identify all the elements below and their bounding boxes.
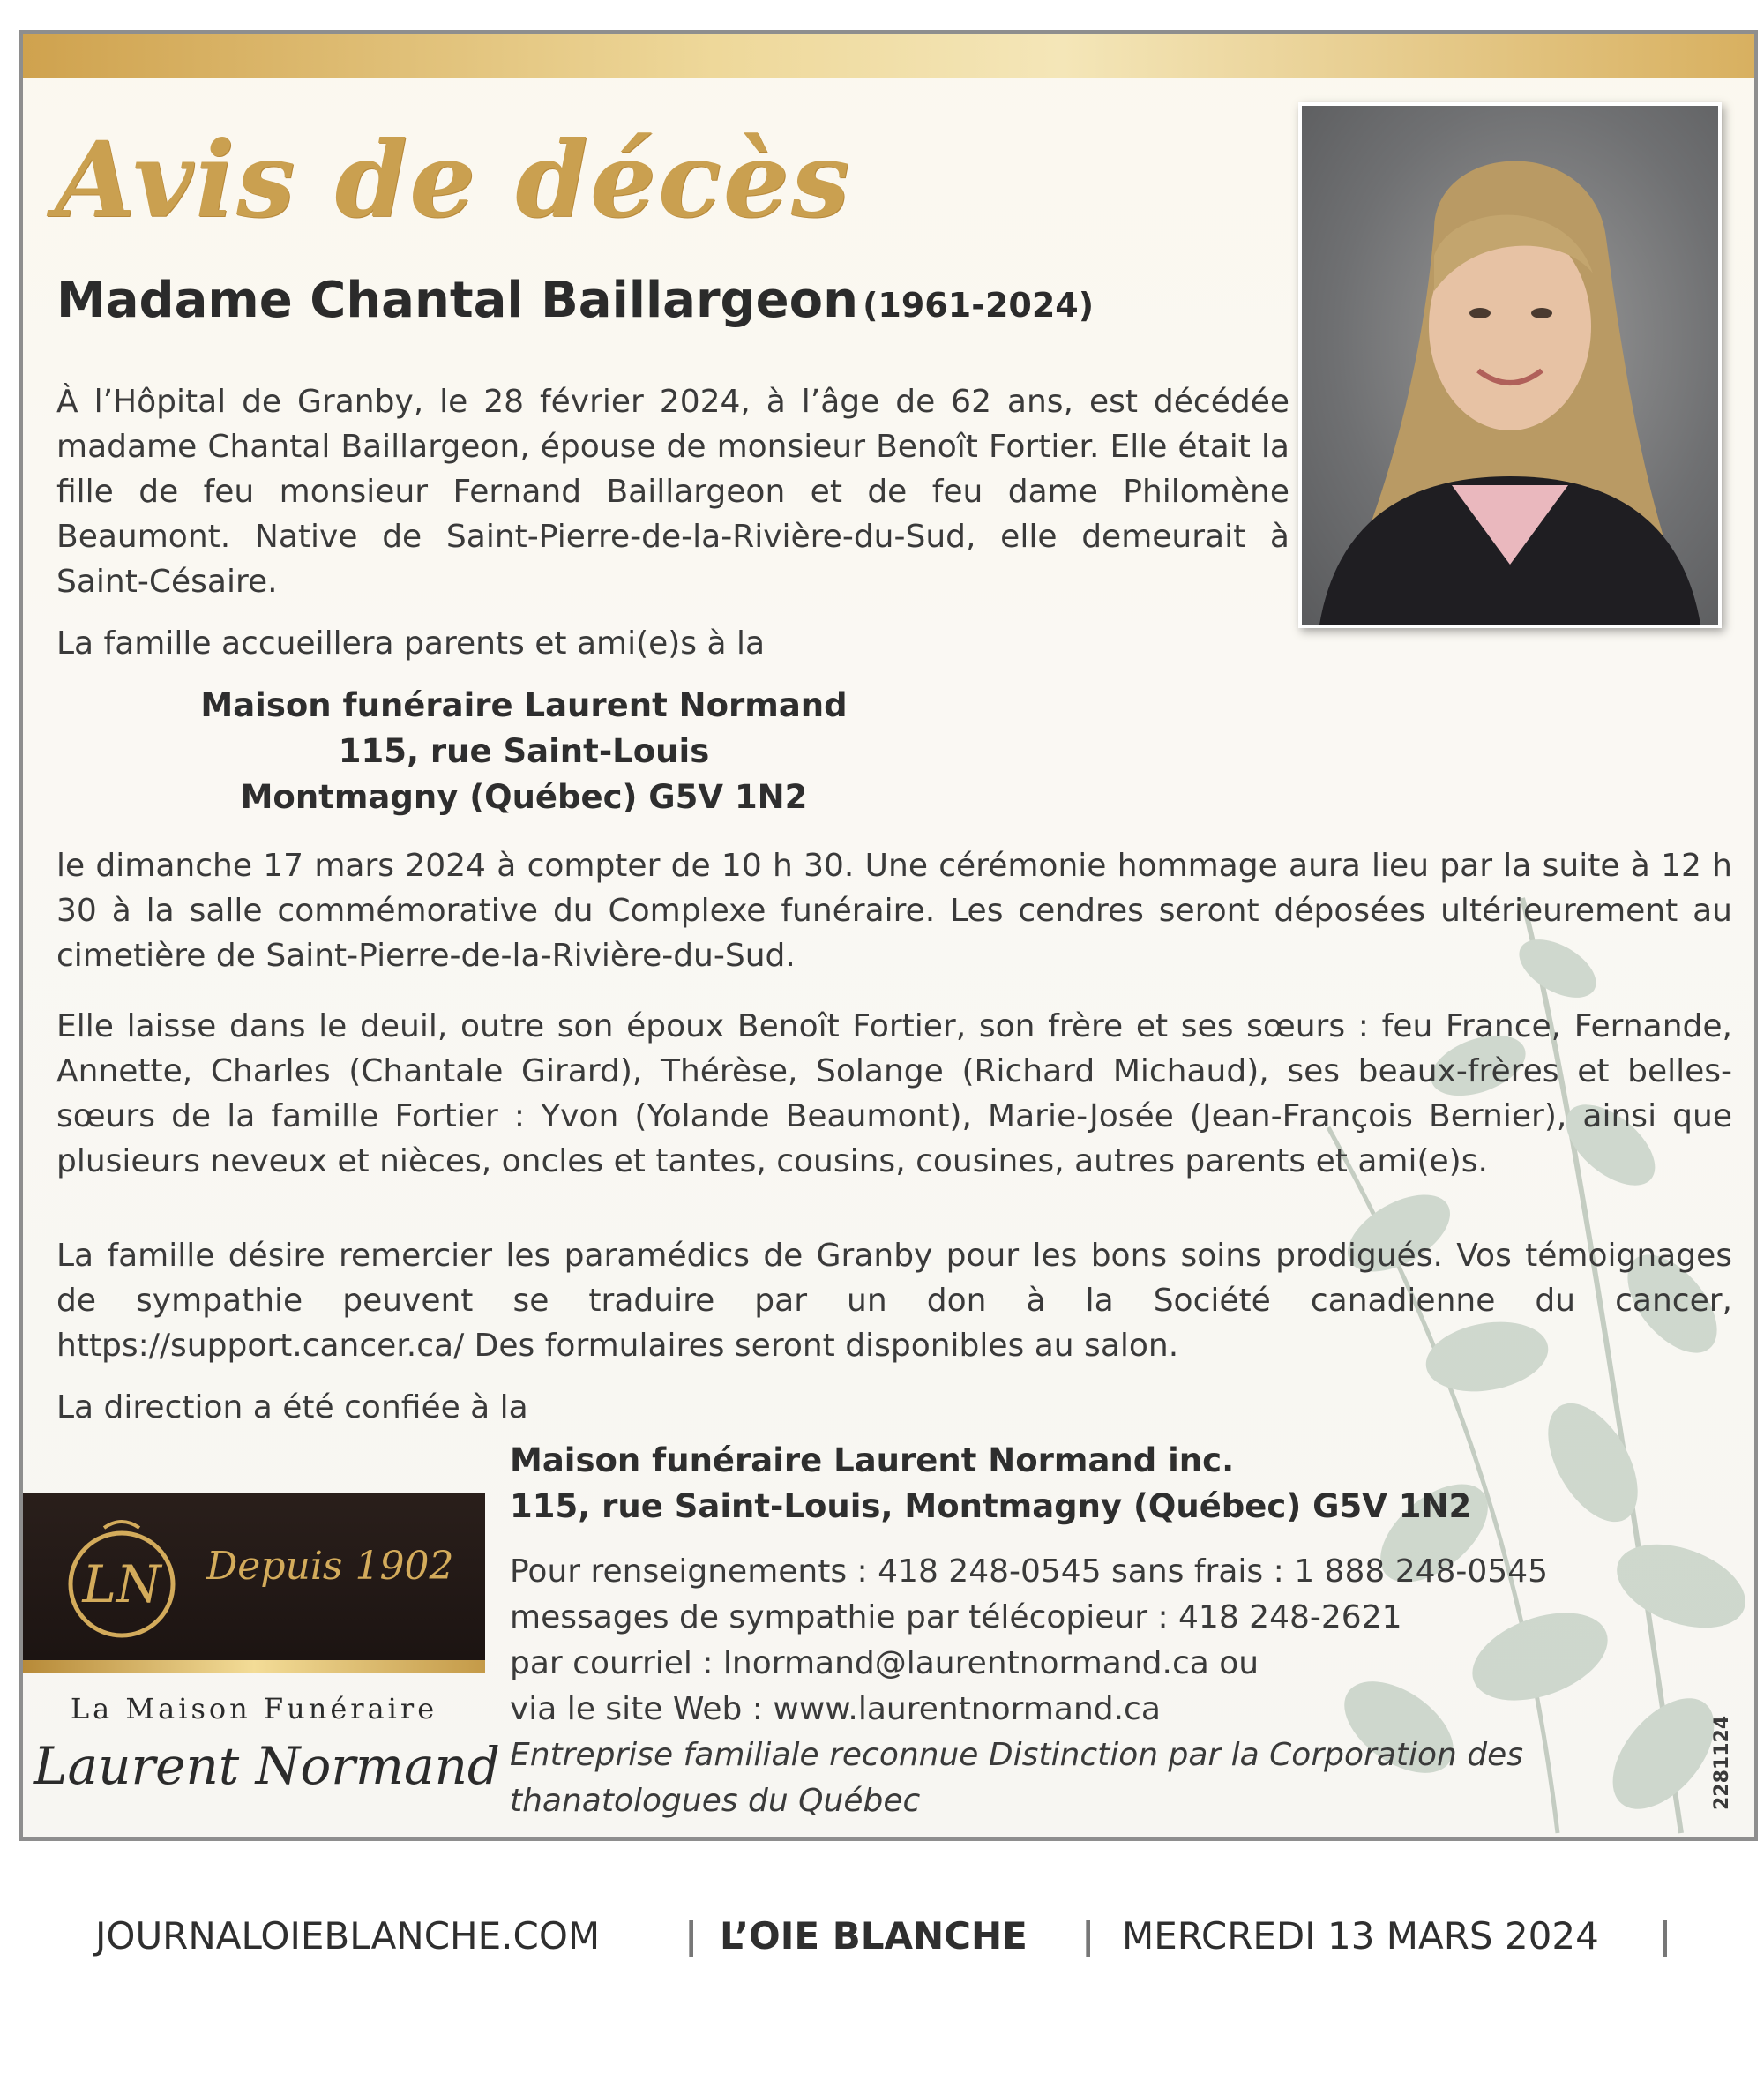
distinction-line-1: Entreprise familiale reconnue Distinction par la Corporation des (510, 1737, 1524, 1773)
logo-script-name: Laurent Normand (34, 1736, 501, 1796)
gold-header-band (23, 34, 1754, 78)
logo-gold-stripe (23, 1660, 485, 1673)
obituary-paragraph-4: Elle laisse dans le deuil, outre son époux Benoît Fortier, son frère et ses sœurs : feu France, Fernande, Annette, Charles (Chantale Girard), Thérèse, Solange (Richard Michaud), ses beaux-frères et belles-sœurs de la famille Fortier : Yvon (Yolande Beaumont), Marie-Josée (Jean-François Bernier), ainsi que plusieurs neveux et nièces, oncles et tantes, cousins, cousines, autres parents et ami(e)s. (56, 1008, 1732, 1179)
logo-monogram: LN (82, 1554, 161, 1614)
obituary-paragraph-2: La famille accueillera parents et ami(e)s à la (56, 625, 766, 662)
logo-since: Depuis 1902 (206, 1544, 454, 1589)
website-info: via le site Web : www.laurentnormand.ca (510, 1691, 1161, 1727)
portrait-illustration (1302, 106, 1718, 625)
visitation-venue (56, 683, 1732, 820)
page-footer (0, 1914, 1764, 1976)
venue-city: Montmagny (Québec) G5V 1N2 (240, 778, 808, 816)
footer-date: MERCREDI 13 MARS 2024 (1122, 1914, 1599, 1957)
distinction-line-2: thanatologues du Québec (510, 1783, 921, 1819)
funeral-home-name: Maison funéraire Laurent Normand inc. (510, 1441, 1235, 1479)
notice-heading: Avis de décès (55, 118, 852, 241)
obituary-ad (19, 30, 1758, 1841)
venue-name: Maison funéraire Laurent Normand (200, 686, 848, 724)
deceased-portrait (1298, 102, 1722, 628)
monogram-emblem (23, 1493, 199, 1660)
footer-separator: | (684, 1914, 699, 1957)
obituary-paragraph-3: le dimanche 17 mars 2024 à compter de 10 h 30. Une cérémonie hommage aura lieu par la suite à 12 h 30 à la salle commémorative du Complexe funéraire. Les cendres seront déposées ultérieurement au cimetière de Saint-Pierre-de-la-Rivière-du-Sud. (56, 848, 1732, 974)
logo-label: La Maison Funéraire (70, 1692, 438, 1725)
phone-info: Pour renseignements : 418 248-0545 sans frais : 1 888 248-0545 (510, 1553, 1549, 1590)
obituary-paragraph-5: La famille désire remercier les paramédics de Granby pour les bons soins prodigués. Vos témoignages de sympathie peuvent se traduire par un don à la Société canadienne du cancer, https://support.cancer.ca/ Des formulaires seront disponibles au salon. (56, 1238, 1732, 1364)
footer-separator: | (1658, 1914, 1672, 1957)
footer-paper-name: L’OIE BLANCHE (720, 1914, 1028, 1957)
funeral-home-address: 115, rue Saint-Louis, Montmagny (Québec) G5V 1N2 (510, 1487, 1472, 1525)
email-info: par courriel : lnormand@laurentnormand.ca ou (510, 1645, 1259, 1681)
funeral-home-contact (510, 1438, 1727, 1824)
venue-street: 115, rue Saint-Louis (338, 732, 710, 770)
obituary-paragraph-1: À l’Hôpital de Granby, le 28 février 2024, à l’âge de 62 ans, est décédée madame Chantal Baillargeon, épouse de monsieur Benoît Fortier. Elle était la fille de feu monsieur Fernand Baillargeon et de feu dame Philomène Beaumont. Native de Saint-Pierre-de-la-Rivière-du-Sud, elle demeurait à Saint-Césaire. (56, 384, 1289, 600)
deceased-years: (1961-2024) (863, 286, 1095, 325)
footer-separator: | (1081, 1914, 1095, 1957)
ad-code: 2281124 (1711, 1715, 1733, 1810)
fax-info: messages de sympathie par télécopieur : 418 248-2621 (510, 1599, 1402, 1635)
obituary-paragraph-6: La direction a été confiée à la (56, 1389, 528, 1426)
deceased-name-line (56, 272, 1094, 329)
deceased-name: Madame Chantal Baillargeon (56, 272, 858, 329)
footer-site: JOURNALOIEBLANCHE.COM (95, 1914, 601, 1957)
